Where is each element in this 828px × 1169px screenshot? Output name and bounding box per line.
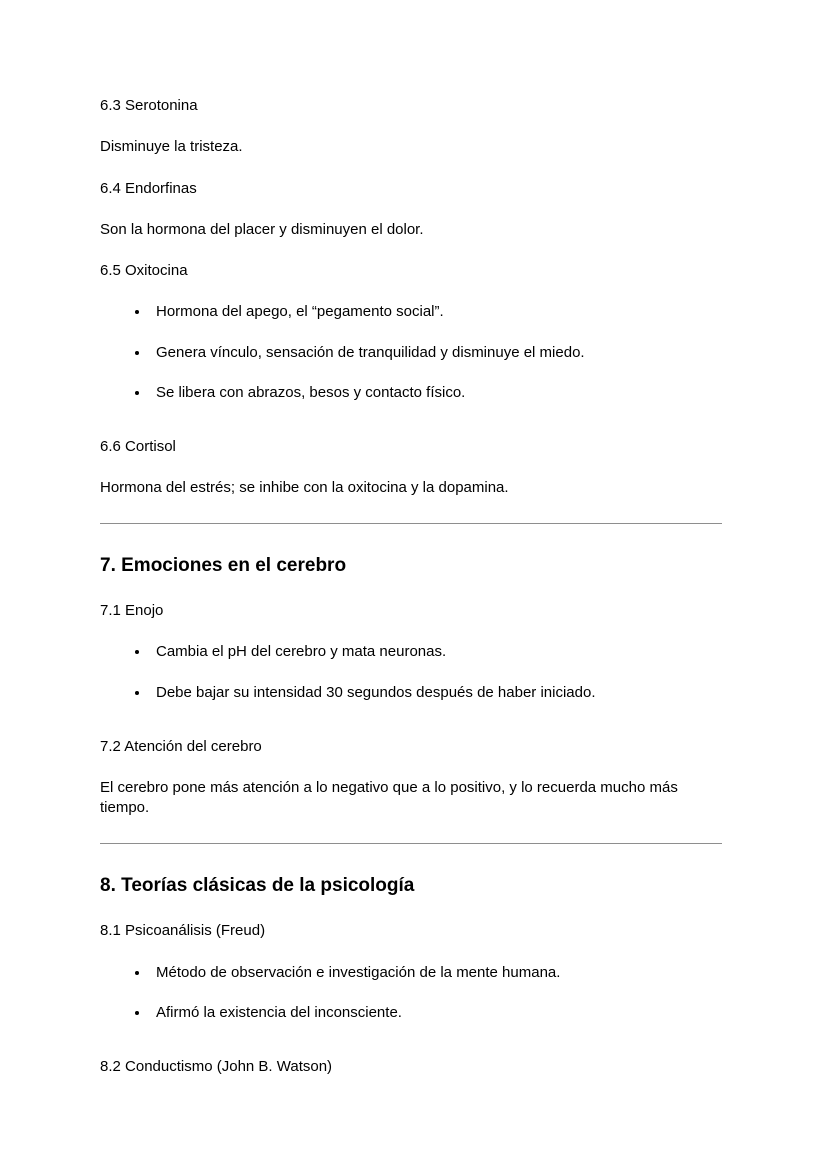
list-item: • Afirmó la existencia del inconsciente. (150, 1003, 722, 1023)
bullet-list-7-1 (100, 642, 722, 703)
list-item: • Se libera con abrazos, besos y contacto físico. (150, 383, 722, 403)
paragraph-6-3: Disminuye la tristeza. (100, 138, 243, 156)
bullet-list-6-5 (100, 302, 722, 403)
subheading-8-1: 8.1 Psicoanálisis (Freud) (100, 922, 266, 940)
list-item: • Hormona del apego, el “pegamento social”. (150, 302, 722, 322)
list-item: • Método de observación e investigación de la mente humana. (150, 963, 722, 983)
subheading-6-4: 6.4 Endorfinas (100, 179, 197, 197)
bullet-list-8-1 (100, 963, 722, 1024)
paragraph-6-6: Hormona del estrés; se inhibe con la oxitocina y la dopamina. (100, 479, 509, 497)
section-heading-7: 7. Emociones en el cerebro (100, 554, 347, 576)
section-heading-8: 8. Teorías clásicas de la psicología (100, 874, 415, 896)
paragraph-6-4: Son la hormona del placer y disminuyen el dolor. (100, 220, 424, 238)
section-divider (100, 843, 722, 844)
subheading-6-5: 6.5 Oxitocina (100, 262, 188, 279)
subheading-6-3: 6.3 Serotonina (100, 97, 198, 114)
subheading-7-1: 7.1 Enojo (100, 602, 164, 620)
subheading-8-2: 8.2 Conductismo (John B. Watson) (100, 1058, 333, 1076)
section-divider (100, 523, 722, 524)
list-item: • Genera vínculo, sensación de tranquilidad y disminuye el miedo. (150, 343, 722, 363)
subheading-6-6: 6.6 Cortisol (100, 438, 176, 455)
list-item: • Cambia el pH del cerebro y mata neuronas. (150, 642, 722, 662)
list-item: • Debe bajar su intensidad 30 segundos después de haber iniciado. (150, 683, 722, 703)
paragraph-7-2: El cerebro pone más atención a lo negativo que a lo positivo, y lo recuerda mucho más tiempo. (100, 779, 678, 817)
subheading-7-2: 7.2 Atención del cerebro (100, 737, 262, 755)
